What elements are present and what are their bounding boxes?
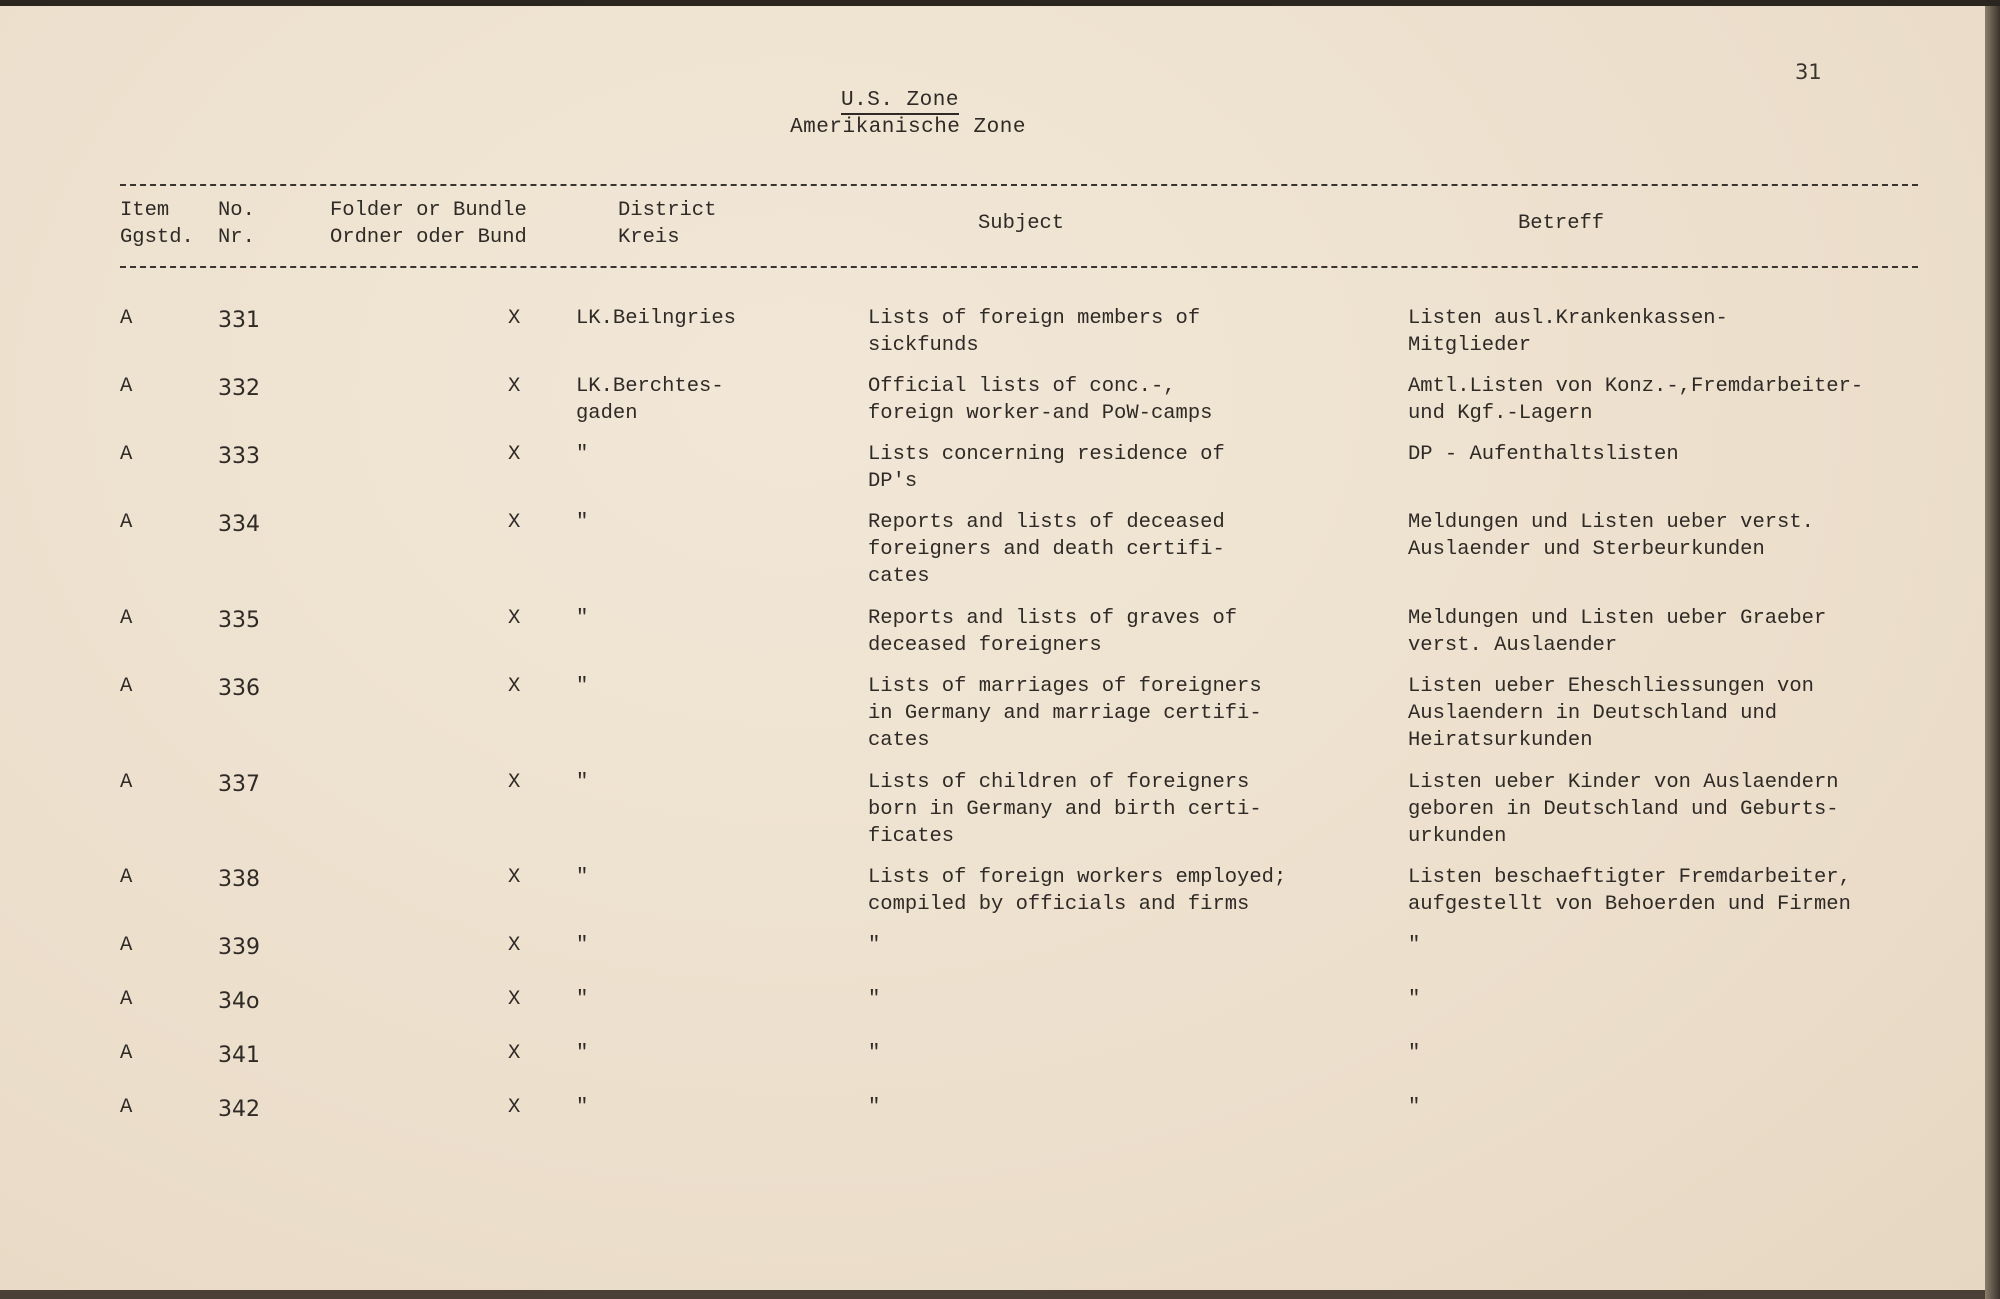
row-item: A xyxy=(120,1042,133,1065)
row-folder-mark: X xyxy=(508,375,521,398)
row-district: " xyxy=(576,443,589,466)
row-betreff: Listen beschaeftigter Fremdarbeiter, aufgestellt von Behoerden und Firmen xyxy=(1408,866,1851,916)
row-item: A xyxy=(120,866,133,889)
row-district: LK.Berchtes- gaden xyxy=(576,375,724,425)
header-item: Item Ggstd. xyxy=(120,199,194,249)
header-folder: Folder or Bundle Ordner oder Bund xyxy=(330,199,527,249)
table-row xyxy=(0,986,1985,1014)
row-folder-mark: X xyxy=(508,1096,521,1119)
header-top-rule xyxy=(120,184,1918,186)
row-item: A xyxy=(120,511,133,534)
row-district: " xyxy=(576,1096,589,1119)
row-subject: Reports and lists of deceased foreigners and death certifi- cates xyxy=(868,511,1225,588)
row-subject: Official lists of conc.-, foreign worker-and PoW-camps xyxy=(868,375,1213,425)
row-subject: Lists of marriages of foreigners in Germany and marriage certifi- cates xyxy=(868,675,1262,752)
row-betreff: Listen ueber Eheschliessungen von Auslaendern in Deutschland und Heiratsurkunden xyxy=(1408,675,1814,752)
table-row xyxy=(0,864,1985,916)
row-number: 332 xyxy=(218,376,260,401)
row-item: A xyxy=(120,771,133,794)
page-edge xyxy=(1985,6,2000,1299)
header-bottom-rule xyxy=(120,266,1918,268)
row-subject: " xyxy=(868,988,881,1011)
row-subject: " xyxy=(868,934,881,957)
row-item: A xyxy=(120,307,133,330)
row-district: LK.Beilngries xyxy=(576,307,736,330)
row-number: 339 xyxy=(218,935,260,960)
page-number: 31 xyxy=(1795,60,1822,84)
row-folder-mark: X xyxy=(508,866,521,889)
table-row xyxy=(0,769,1985,848)
row-betreff: " xyxy=(1408,1096,1421,1119)
row-district: " xyxy=(576,511,589,534)
row-betreff: DP - Aufenthaltslisten xyxy=(1408,443,1679,466)
row-district: " xyxy=(576,1042,589,1065)
row-district: " xyxy=(576,771,589,794)
row-subject: Lists concerning residence of DP's xyxy=(868,443,1225,493)
table-row xyxy=(0,509,1985,588)
row-subject: Lists of children of foreigners born in Germany and birth certi- ficates xyxy=(868,771,1262,848)
row-subject: " xyxy=(868,1096,881,1119)
row-number: 335 xyxy=(218,608,260,633)
row-subject: Lists of foreign members of sickfunds xyxy=(868,307,1201,357)
row-item: A xyxy=(120,1096,133,1119)
row-number: 338 xyxy=(218,867,260,892)
row-number: 336 xyxy=(218,676,260,701)
header-district: District Kreis xyxy=(618,199,717,249)
title-english xyxy=(0,89,1800,112)
row-number: 337 xyxy=(218,772,260,797)
row-number: 331 xyxy=(218,308,260,333)
title-german: Amerikanische Zone xyxy=(790,116,1026,139)
row-number: 334 xyxy=(218,512,260,537)
row-item: A xyxy=(120,607,133,630)
row-number: 333 xyxy=(218,444,260,469)
row-number: 342 xyxy=(218,1097,260,1122)
table-row xyxy=(0,1040,1985,1068)
title-english-text: U.S. Zone xyxy=(841,89,959,115)
row-betreff: " xyxy=(1408,1042,1421,1065)
row-folder-mark: X xyxy=(508,771,521,794)
row-betreff: Listen ausl.Krankenkassen- Mitglieder xyxy=(1408,307,1728,357)
row-folder-mark: X xyxy=(508,607,521,630)
row-district: " xyxy=(576,866,589,889)
row-item: A xyxy=(120,988,133,1011)
table-row xyxy=(0,441,1985,493)
row-item: A xyxy=(120,443,133,466)
row-betreff: Amtl.Listen von Konz.-,Fremdarbeiter- und Kgf.-Lagern xyxy=(1408,375,1864,425)
row-subject: Reports and lists of graves of deceased foreigners xyxy=(868,607,1238,657)
table-row xyxy=(0,1094,1985,1122)
row-number: 34o xyxy=(218,989,260,1014)
page-bottom-shadow xyxy=(0,1290,1985,1299)
row-betreff: Meldungen und Listen ueber verst. Auslaender und Sterbeurkunden xyxy=(1408,511,1814,561)
row-district: " xyxy=(576,675,589,698)
row-item: A xyxy=(120,675,133,698)
row-folder-mark: X xyxy=(508,443,521,466)
row-district: " xyxy=(576,988,589,1011)
row-folder-mark: X xyxy=(508,934,521,957)
row-folder-mark: X xyxy=(508,1042,521,1065)
row-betreff: Listen ueber Kinder von Auslaendern geboren in Deutschland und Geburts- urkunden xyxy=(1408,771,1839,848)
row-number: 341 xyxy=(218,1043,260,1068)
table-row xyxy=(0,605,1985,657)
row-betreff: " xyxy=(1408,934,1421,957)
row-folder-mark: X xyxy=(508,511,521,534)
table-row xyxy=(0,305,1985,357)
row-betreff: Meldungen und Listen ueber Graeber verst. Auslaender xyxy=(1408,607,1827,657)
row-folder-mark: X xyxy=(508,307,521,330)
header-betreff: Betreff xyxy=(1518,212,1605,235)
row-betreff: " xyxy=(1408,988,1421,1011)
table-row xyxy=(0,673,1985,752)
row-item: A xyxy=(120,934,133,957)
table-row xyxy=(0,932,1985,960)
header-no: No. Nr. xyxy=(218,199,255,249)
row-folder-mark: X xyxy=(508,988,521,1011)
header-subject: Subject xyxy=(978,212,1065,235)
row-district: " xyxy=(576,934,589,957)
table-row xyxy=(0,373,1985,425)
row-item: A xyxy=(120,375,133,398)
row-folder-mark: X xyxy=(508,675,521,698)
row-district: " xyxy=(576,607,589,630)
row-subject: Lists of foreign workers employed; compiled by officials and firms xyxy=(868,866,1287,916)
row-subject: " xyxy=(868,1042,881,1065)
